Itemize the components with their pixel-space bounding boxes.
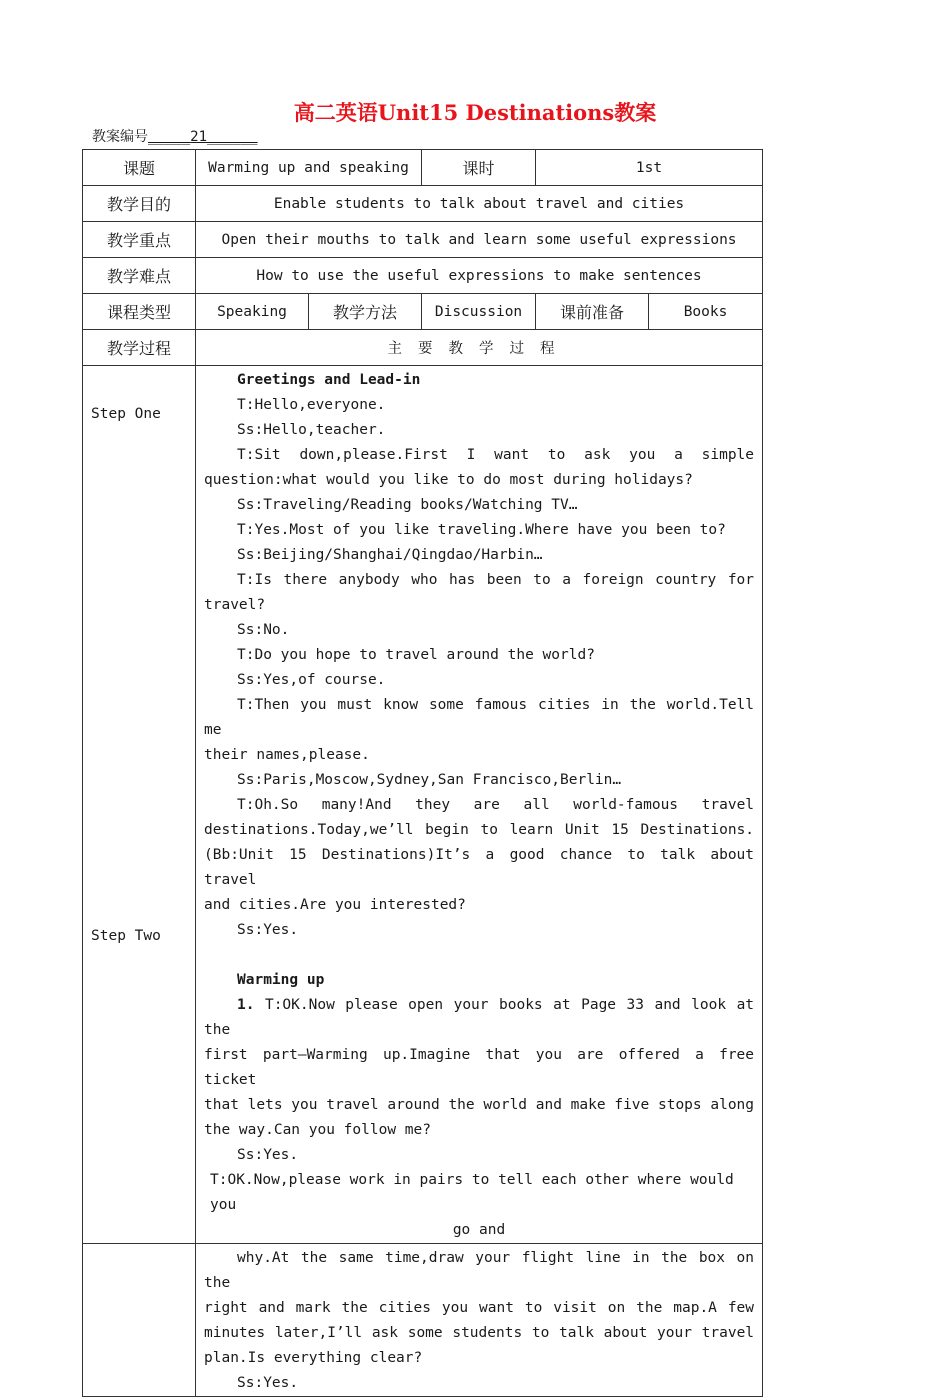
process-content (196, 366, 763, 1244)
dialogue-line: and cities.Are you interested? (204, 897, 466, 913)
row-process-continued (83, 1244, 763, 1397)
row-course-type (83, 294, 763, 330)
dialogue-line: T:Yes.Most of you like traveling.Where have you been to? (237, 522, 726, 538)
row-process-main (83, 366, 763, 1244)
dialogue-line: Ss:Yes. (237, 1375, 299, 1391)
period-value: 1st (536, 150, 763, 186)
dialogue-line: T:Do you hope to travel around the world? (237, 647, 595, 663)
method-value: Discussion (422, 294, 536, 330)
dialogue-line: T:Oh.So many!And they are all world-famous travel (237, 797, 755, 813)
dialogue-line: plan.Is everything clear? (204, 1350, 423, 1366)
dialogue-line: Ss:Paris,Moscow,Sydney,San Francisco,Berlin… (237, 772, 622, 788)
document-title: 高二英语Unit15 Destinations教案 (293, 100, 657, 125)
step-one-label: Step One (91, 406, 161, 422)
dialogue-line: minutes later,I’ll ask some students to talk about your travel (204, 1325, 755, 1341)
process-label: 教学过程 (83, 330, 196, 366)
dialogue-line: Ss:Yes. (237, 922, 299, 938)
dialogue-line: Ss:Hello,teacher. (237, 422, 386, 438)
dialogue-line: go and (452, 1222, 506, 1238)
topic-label: 课题 (83, 150, 196, 186)
dialogue-line: first part—Warming up.Imagine that you are offered a free ticket (204, 1047, 755, 1088)
aim-value: Enable students to talk about travel and cities (196, 186, 763, 222)
period-label: 课时 (422, 150, 536, 186)
key-point-label: 教学重点 (83, 222, 196, 258)
steps-column-continued (83, 1244, 196, 1397)
dialogue-line: their names,please. (204, 747, 370, 763)
dialogue-line: Ss:Yes,of course. (237, 672, 386, 688)
difficulty-value: How to use the useful expressions to make sentences (196, 258, 763, 294)
topic-value: Warming up and speaking (196, 150, 422, 186)
row-key-point (83, 222, 763, 258)
dialogue-line: T:Hello,everyone. (237, 397, 386, 413)
dialogue-line: Ss:No. (237, 622, 290, 638)
aim-label: 教学目的 (83, 186, 196, 222)
dialogue-line: the way.Can you follow me? (204, 1122, 431, 1138)
row-difficulty (83, 258, 763, 294)
item-number: 1. (237, 997, 255, 1013)
key-point-value: Open their mouths to talk and learn some useful expressions (196, 222, 763, 258)
row-topic (83, 150, 763, 186)
steps-column (83, 366, 196, 1244)
preparation-label: 课前准备 (536, 294, 649, 330)
dialogue-line: travel? (204, 597, 266, 613)
method-label: 教学方法 (309, 294, 422, 330)
course-type-label: 课程类型 (83, 294, 196, 330)
difficulty-label: 教学难点 (83, 258, 196, 294)
dialogue-line: (Bb:Unit 15 Destinations)It’s a good chance to talk about travel (204, 847, 755, 888)
row-process-heading (83, 330, 763, 366)
dialogue-line: Ss:Yes. (237, 1147, 299, 1163)
process-heading: 主要教学过程 (196, 330, 763, 366)
dialogue-line: destinations.Today,we’ll begin to learn Unit 15 Destinations. (204, 822, 755, 838)
lesson-plan-number-value: 21 (190, 129, 208, 145)
blank-line (204, 943, 754, 968)
section-heading-warming-up: Warming up (237, 972, 325, 988)
dialogue-line: why.At the same time,draw your flight line in the box on the (204, 1250, 755, 1291)
dialogue-line: Ss:Traveling/Reading books/Watching TV… (237, 497, 578, 513)
dialogue-line: that lets you travel around the world and make five stops along (204, 1097, 755, 1113)
dialogue-line: T:OK.Now,please work in pairs to tell each other where would you (210, 1172, 734, 1213)
lesson-plan-number: 教案编号_____21______ (92, 129, 258, 145)
preparation-value: Books (649, 294, 763, 330)
row-aim (83, 186, 763, 222)
dialogue-line: question:what would you like to do most during holidays? (204, 472, 693, 488)
dialogue-line: 1. T:OK.Now please open your books at Page 33 and look at the (204, 997, 755, 1038)
course-type-value: Speaking (196, 294, 309, 330)
dialogue-line: T:Is there anybody who has been to a foreign country for (237, 572, 755, 588)
lesson-plan-table (82, 149, 763, 1397)
lesson-plan-number-label: 教案编号 (92, 129, 148, 145)
process-content-continued (196, 1244, 763, 1397)
step-two-label: Step Two (91, 928, 161, 944)
dialogue-line: right and mark the cities you want to visit on the map.A few (204, 1300, 755, 1316)
section-heading-greetings: Greetings and Lead-in (237, 372, 421, 388)
dialogue-line: T:Then you must know some famous cities in the world.Tell me (204, 697, 755, 738)
dialogue-line: Ss:Beijing/Shanghai/Qingdao/Harbin… (237, 547, 543, 563)
dialogue-line: T:Sit down,please.First I want to ask you a simple (237, 447, 755, 463)
